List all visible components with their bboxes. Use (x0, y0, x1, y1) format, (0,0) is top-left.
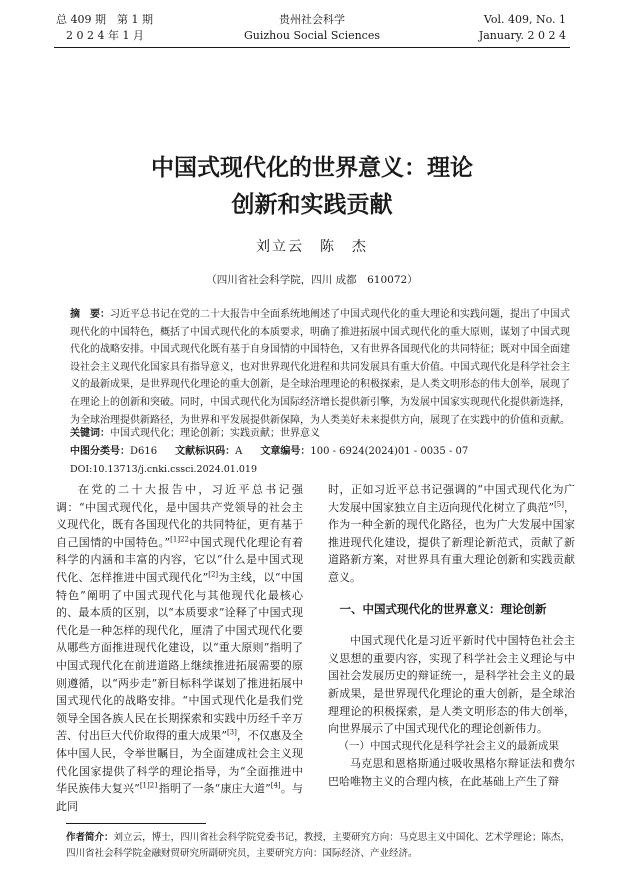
clc-value: D616 (130, 446, 158, 457)
citation-ref: [1]21 (139, 781, 159, 790)
keywords-text: 中国式现代化；理论创新；实践贡献；世界意义 (110, 428, 320, 439)
footnote-text: 刘立云，博士，四川省社会科学院党委书记，教授，主要研究方向：马克思主义中国化、艺术学理论；陈杰，四川省社会科学院金融财贸研究所副研究员，主要研究方向：国际经济、产业经济。 (66, 832, 570, 859)
issue-number: 总 409 期 第 1 期 (56, 13, 153, 26)
journal-volume-info (479, 12, 566, 44)
abstract-label: 摘 要： (70, 309, 110, 320)
header-rule (54, 47, 570, 48)
clc-label: 中图分类号： (70, 446, 130, 457)
citation-ref: [4] (270, 781, 281, 790)
volume-date: January. 2 0 2 4 (478, 29, 566, 42)
abstract-text: 习近平总书记在党的二十大报告中全面系统地阐述了中国式现代化的重大理论和实践问题，提出了中国式现代化的中国特色，概括了中国式现代化的本质要求，明确了推进拓展中国式现代化的重大原则，谋划了中国式现代化的战略安排。中国式现代化既有基于自身国情的中国特色，又有世界各国现代化的共同特征；既对中国全面建设社会主义现代化国家具有指导意义，也对世界现代化进程和共同发展具有重大价值。中国式现代化是科学社会主义的最新成果，是世界现代化理论的重大创新，是全球治理理论的积极探索，是人类文明形态的伟大创举，展现了在理论上的创新和突破。同时，中国式现代化为国际经济增长提供新引擎，为发展中国家实现现代化提供新选择，为全球治理提供新路径，为世界和平发展提供新保障，为人类美好未来提供方向，展现了在实践中的价值和贡献。 (70, 309, 570, 426)
doc-code-value: A (235, 446, 243, 457)
body-paragraph: 在党的二十大报告中，习近平总书记强调：“中国式现代化，是中国共产党领导的社会主义现代化，既有各国现代化的共同特征，更有基于自己国情的中国特色。”$^{[1]22}$中国式现代化理论有着科学的内涵和丰富的内容，它以“什么是中国式现代化、怎样推进中国式现代化”[2]为主线，以“中国特色”阐明了中国式现代化与其他现代化最核心的、最本质的区别，以“本质要求”诠释了中国式现代化是一种怎样的现代化，厘清了中国式现代化要从哪些方面推进现代化建设，以“重大原则”指明了中国式现代化在前进道路上继续推进拓展需要的原则遵循，以“两步走”新目标科学谋划了推进拓展中国式现代化的战略安排。“中国式现代化是我们党领导全国各族人民在长期探索和实践中历经千辛万苦、付出巨大代价取得的重大成果”[3]，不仅惠及全体中国人民，令举世瞩目，为全面建成社会主义现代化国家提供了科学的理论指导，为“全面推进中华民族伟大复兴”$^{[1]21}$指明了一条“康庄大道”[4]。与此同 (56, 483, 304, 813)
article-title (80, 150, 544, 224)
citation-ref: [2] (208, 570, 219, 579)
title-line-2: 创新和实践贡献 (231, 192, 393, 218)
classification-info (70, 444, 570, 460)
keywords (70, 426, 570, 442)
citation-ref: [5] (554, 499, 564, 508)
doc-code-label: 文献标识码： (175, 446, 236, 457)
abstract (70, 306, 570, 429)
footnote-label: 作者简介： (66, 832, 114, 843)
body-paragraph: 马克思和恩格斯通过吸收黑格尔辩证法和费尔巴哈唯物主义的合理内核，在此基础上产生了辩 (328, 757, 575, 788)
journal-name-cn: 贵州社会科学 (279, 13, 345, 26)
title-line-1: 中国式现代化的世界意义：理论 (151, 155, 473, 181)
volume-number: Vol. 409, No. 1 (483, 13, 566, 26)
issue-date: 2 0 2 4 年 1 月 (66, 29, 144, 42)
citation-ref: [3] (226, 728, 237, 737)
keywords-label: 关键词： (70, 428, 110, 439)
subsection-heading: （一）中国式现代化是科学社会主义的最新成果 (338, 739, 559, 752)
doi: DOI:10.13713/j.cnki.cssci.2024.01.019 (70, 464, 257, 475)
body-right-column (328, 481, 575, 791)
footnote-rule (66, 823, 206, 824)
section-heading: 一、中国式现代化的世界意义：理论创新 (339, 601, 547, 616)
body-paragraph: 中国式现代化是习近平新时代中国特色社会主义思想的重要内容，实现了科学社会主义理论与中国社会发展历史的辩证统一，是科学社会主义的最新成果，是世界现代化理论的重大创新，是全球治理理论的积极探索，是人类文明形态的伟大创举，向世界展示了中国式现代化的理论创新伟力。 (328, 634, 575, 736)
author-footnote (66, 830, 570, 862)
article-number-label: 文章编号： (260, 446, 311, 457)
article-number-value: 100 - 6924(2024)01 - 0035 - 07 (310, 446, 469, 457)
authors: 刘立云 陈 杰 (256, 239, 368, 255)
body-paragraph: 时，正如习近平总书记强调的“中国式现代化为广大发展中国家独立自主迈向现代化树立了典范”[5]，作为一种全新的现代化路径，也为广大发展中国家推进现代化建设，提供了新理论新范式，贡献了新道路新方案，对世界具有重大理论创新和实践贡献意义。 (328, 483, 576, 584)
body-left-column (56, 481, 303, 815)
citation-ref: [1]22 (170, 535, 189, 544)
affiliation: （四川省社会科学院，四川 成都 610072） (206, 274, 418, 286)
journal-name-en: Guizhou Social Sciences (243, 29, 380, 42)
